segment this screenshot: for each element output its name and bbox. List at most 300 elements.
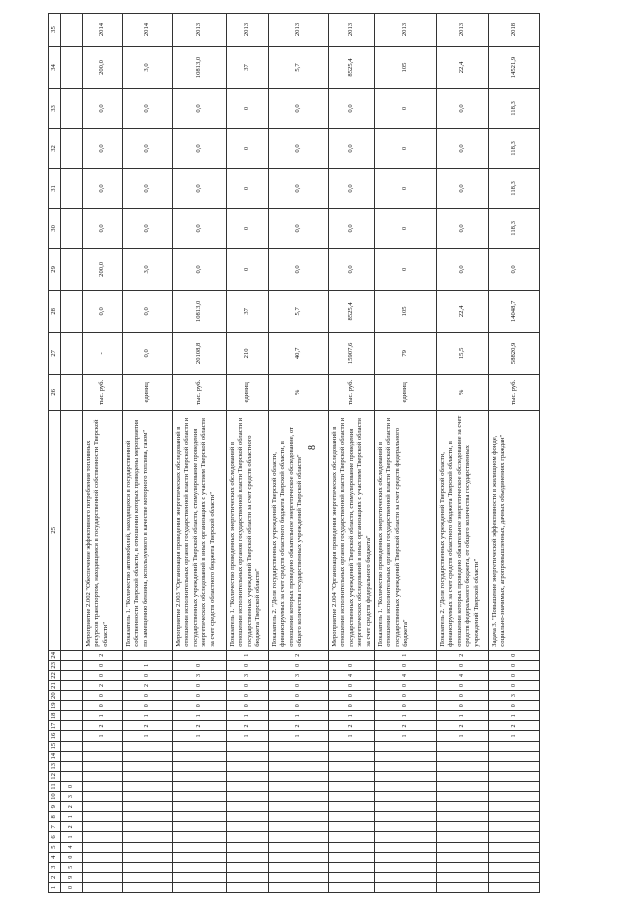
column-number: 14 xyxy=(49,752,60,762)
code-cell xyxy=(329,782,374,792)
code-digit: 1 xyxy=(123,731,172,741)
code-digit: 0 xyxy=(123,691,172,701)
column-number: 30 xyxy=(49,209,60,249)
row-value: 40,7 xyxy=(269,333,328,375)
code-cell xyxy=(83,742,122,752)
code-digit: 0 xyxy=(173,661,226,671)
code-cell xyxy=(123,812,172,822)
code-cell xyxy=(489,863,540,873)
code-cell xyxy=(269,853,328,863)
code-cell xyxy=(269,792,328,802)
code-digit: 0 xyxy=(61,853,82,863)
row-value: 0,0 xyxy=(83,169,122,209)
code-cell xyxy=(489,822,540,832)
code-cell xyxy=(173,883,226,893)
column-number: 27 xyxy=(49,333,60,375)
code-digit: 2 xyxy=(61,822,82,832)
code-cell xyxy=(489,812,540,822)
code-digit: 0 xyxy=(123,701,172,711)
row-unit: тыс. руб. xyxy=(489,375,540,411)
column-number: 9 xyxy=(49,802,60,812)
code-digit: 5 xyxy=(61,863,82,873)
code-digit: 1 xyxy=(61,812,82,822)
code-digit: 1 xyxy=(173,731,226,741)
row-value: 2014 xyxy=(123,13,172,47)
code-digit: 1 xyxy=(123,661,172,671)
row-value: 0,0 xyxy=(83,89,122,129)
code-cell xyxy=(227,782,268,792)
row-value: 22,4 xyxy=(437,47,488,89)
empty-cell xyxy=(61,701,82,711)
row-value: 118,3 xyxy=(489,169,540,209)
code-digit: 2 xyxy=(269,721,328,731)
code-cell xyxy=(437,832,488,842)
code-digit: 2 xyxy=(437,651,488,661)
empty-cell xyxy=(61,169,82,209)
program-table xyxy=(48,13,540,893)
row-value: 0 xyxy=(375,209,436,249)
code-cell xyxy=(269,802,328,812)
row-value: 5,7 xyxy=(269,47,328,89)
code-cell xyxy=(489,782,540,792)
row-value: 0,0 xyxy=(329,169,374,209)
row-value: 0,0 xyxy=(489,249,540,291)
code-digit: 0 xyxy=(437,661,488,671)
code-cell xyxy=(173,651,226,661)
code-cell xyxy=(329,651,374,661)
column-number: 7 xyxy=(49,822,60,832)
row-value: 200,0 xyxy=(83,249,122,291)
row-unit: единиц xyxy=(123,375,172,411)
code-digit: 0 xyxy=(489,651,540,661)
row-value: 0 xyxy=(375,89,436,129)
empty-cell xyxy=(61,681,82,691)
code-digit: 0 xyxy=(173,701,226,711)
row-value: 79 xyxy=(375,333,436,375)
code-cell xyxy=(227,802,268,812)
column-number: 24 xyxy=(49,651,60,661)
table-row xyxy=(122,13,172,893)
code-cell xyxy=(329,762,374,772)
code-digit: 1 xyxy=(227,711,268,721)
code-cell xyxy=(489,873,540,883)
row-value: 0,0 xyxy=(269,89,328,129)
column-number: 6 xyxy=(49,832,60,842)
row-value: 0 xyxy=(227,129,268,169)
code-digit: 1 xyxy=(375,711,436,721)
code-digit: 0 xyxy=(375,691,436,701)
row-value: 10813,0 xyxy=(173,47,226,89)
code-cell xyxy=(329,883,374,893)
code-cell xyxy=(375,752,436,762)
code-digit: 2 xyxy=(375,721,436,731)
code-digit: 0 xyxy=(437,701,488,711)
code-cell xyxy=(437,772,488,782)
code-cell xyxy=(83,883,122,893)
column-number: 19 xyxy=(49,701,60,711)
code-cell xyxy=(227,843,268,853)
code-cell xyxy=(83,792,122,802)
code-digit: 0 xyxy=(61,883,82,893)
code-cell xyxy=(123,832,172,842)
column-number: 32 xyxy=(49,129,60,169)
row-unit: тыс. руб. xyxy=(329,375,374,411)
row-value: 0,0 xyxy=(123,209,172,249)
code-cell xyxy=(123,873,172,883)
row-value: 0,0 xyxy=(329,249,374,291)
code-digit: 2 xyxy=(227,721,268,731)
code-digit: 2 xyxy=(269,651,328,661)
table-row xyxy=(488,13,540,893)
column-number: 13 xyxy=(49,762,60,772)
code-cell xyxy=(83,752,122,762)
column-number: 15 xyxy=(49,742,60,752)
code-digit: 1 xyxy=(329,711,374,721)
code-digit: 4 xyxy=(375,671,436,681)
code-digit: 0 xyxy=(83,701,122,711)
code-cell xyxy=(123,883,172,893)
row-value: 2013 xyxy=(227,13,268,47)
code-digit: 1 xyxy=(489,731,540,741)
row-description: Задача 3. "Повышение энергетической эффективности в жилищном фонде, социально-значимых, агропромышленных, дачных объединениях граждан" xyxy=(489,411,540,651)
code-cell xyxy=(329,772,374,782)
column-number: 2 xyxy=(49,873,60,883)
code-cell xyxy=(329,832,374,842)
code-cell xyxy=(375,832,436,842)
row-value: 0,0 xyxy=(437,209,488,249)
code-digit: 0 xyxy=(269,661,328,671)
code-cell xyxy=(375,843,436,853)
row-description: Показатель 2. "Доля государственных учреждений Тверской области, финансируемых за счет средств областного бюджета Тверской области, в отношении которых проведено обязательное энергетическое обследование за счет средств федерального бюджета, от общего количества государственных учреждений Тверской области" xyxy=(437,411,488,651)
code-digit: 3 xyxy=(61,792,82,802)
code-digit: 1 xyxy=(269,731,328,741)
row-value: 0 xyxy=(227,249,268,291)
code-digit: 0 xyxy=(329,661,374,671)
code-cell xyxy=(123,772,172,782)
code-digit: 4 xyxy=(61,843,82,853)
code-cell xyxy=(83,762,122,772)
column-number: 3 xyxy=(49,863,60,873)
row-value: 0,0 xyxy=(123,89,172,129)
row-value: 0,0 xyxy=(83,129,122,169)
code-cell xyxy=(173,802,226,812)
column-number: 11 xyxy=(49,782,60,792)
empty-cell xyxy=(61,772,82,782)
code-cell xyxy=(437,762,488,772)
code-cell xyxy=(489,853,540,863)
empty-cell xyxy=(61,651,82,661)
row-value: 0,0 xyxy=(173,129,226,169)
column-number: 16 xyxy=(49,731,60,741)
code-cell xyxy=(489,762,540,772)
code-cell xyxy=(173,843,226,853)
code-cell xyxy=(173,762,226,772)
code-digit: 0 xyxy=(269,691,328,701)
code-cell xyxy=(83,843,122,853)
code-cell xyxy=(123,782,172,792)
code-cell xyxy=(329,822,374,832)
code-digit: 3 xyxy=(173,671,226,681)
code-cell xyxy=(489,883,540,893)
column-number: 4 xyxy=(49,853,60,863)
code-cell xyxy=(123,843,172,853)
code-cell xyxy=(123,863,172,873)
empty-cell xyxy=(61,691,82,701)
row-value: 105 xyxy=(375,291,436,333)
code-cell xyxy=(375,822,436,832)
code-digit: 0 xyxy=(61,782,82,792)
row-value: 0,0 xyxy=(269,169,328,209)
column-number: 31 xyxy=(49,169,60,209)
code-cell xyxy=(329,843,374,853)
code-cell xyxy=(173,742,226,752)
row-unit: тыс. руб. xyxy=(83,375,122,411)
code-cell xyxy=(173,752,226,762)
code-cell xyxy=(83,832,122,842)
code-cell xyxy=(437,752,488,762)
code-digit: 4 xyxy=(329,671,374,681)
column-number: 8 xyxy=(49,812,60,822)
code-digit: 1 xyxy=(227,731,268,741)
code-cell xyxy=(83,802,122,812)
code-cell xyxy=(437,853,488,863)
row-value: 0,0 xyxy=(437,169,488,209)
code-cell xyxy=(437,742,488,752)
code-digit: 0 xyxy=(173,681,226,691)
code-digit: 0 xyxy=(227,691,268,701)
code-cell xyxy=(227,772,268,782)
code-cell xyxy=(329,802,374,812)
row-unit: единиц xyxy=(227,375,268,411)
code-cell xyxy=(173,832,226,842)
code-cell xyxy=(83,772,122,782)
column-number: 20 xyxy=(49,691,60,701)
code-cell xyxy=(227,752,268,762)
code-cell xyxy=(489,742,540,752)
code-digit: 2 xyxy=(123,721,172,731)
row-value: 0,0 xyxy=(269,209,328,249)
row-value: 118,3 xyxy=(489,129,540,169)
column-number: 5 xyxy=(49,843,60,853)
table-row xyxy=(172,13,226,893)
code-cell xyxy=(375,863,436,873)
code-cell xyxy=(227,822,268,832)
code-digit: 3 xyxy=(269,671,328,681)
row-value: 0,0 xyxy=(437,129,488,169)
code-digit: 0 xyxy=(83,671,122,681)
code-cell xyxy=(437,812,488,822)
code-cell xyxy=(329,752,374,762)
row-unit: % xyxy=(269,375,328,411)
table-row xyxy=(226,13,268,893)
row-description: Показатель 1. "Количество проведенных энергетических обследований в отношении исполнительных органов государственной власти Тверской области и государственных учреждений Тверской области за счет средств областного бюджета Тверской области" xyxy=(227,411,268,651)
code-cell xyxy=(437,782,488,792)
row-description: Показатель 2. "Доля государственных учреждений Тверской области, финансируемых за счет средств областного бюджета Тверской области, в отношении которых проведено обязательное энергетическое обследование, от общего количества государственных учреждений Тверской области" xyxy=(269,411,328,651)
code-cell xyxy=(173,863,226,873)
code-cell xyxy=(227,762,268,772)
code-cell xyxy=(227,832,268,842)
row-value: 0,0 xyxy=(173,209,226,249)
row-value: 2013 xyxy=(375,13,436,47)
code-cell xyxy=(269,822,328,832)
code-digit: 9 xyxy=(61,873,82,883)
row-value: 0 xyxy=(227,169,268,209)
code-cell xyxy=(437,792,488,802)
code-cell xyxy=(123,742,172,752)
row-value: 0,0 xyxy=(123,291,172,333)
code-digit: 2 xyxy=(83,681,122,691)
code-digit: 2 xyxy=(329,721,374,731)
row-value: 0,0 xyxy=(123,169,172,209)
row-value: 0,0 xyxy=(173,249,226,291)
code-digit: 1 xyxy=(61,832,82,842)
code-cell xyxy=(123,651,172,661)
table-bottom-border xyxy=(539,13,540,893)
row-value: 15,5 xyxy=(437,333,488,375)
code-digit: 0 xyxy=(83,691,122,701)
code-cell xyxy=(227,853,268,863)
row-value: 5,7 xyxy=(269,291,328,333)
table-row xyxy=(328,13,374,893)
code-cell xyxy=(269,832,328,842)
code-digit: 0 xyxy=(83,661,122,671)
code-digit: 1 xyxy=(227,651,268,661)
row-value: 2018 xyxy=(489,13,540,47)
code-cell xyxy=(173,812,226,822)
code-cell xyxy=(269,843,328,853)
code-cell xyxy=(329,873,374,883)
code-digit: 2 xyxy=(123,681,172,691)
row-value: 0,0 xyxy=(329,209,374,249)
empty-cell xyxy=(61,742,82,752)
code-cell xyxy=(269,812,328,822)
code-digit: 0 xyxy=(489,681,540,691)
empty-cell xyxy=(61,129,82,169)
code-cell xyxy=(269,782,328,792)
column-number: 23 xyxy=(49,661,60,671)
code-cell xyxy=(375,812,436,822)
row-value: 118,3 xyxy=(489,89,540,129)
code-cell xyxy=(437,802,488,812)
code-digit: 2 xyxy=(83,651,122,661)
code-cell xyxy=(269,873,328,883)
code-digit: 0 xyxy=(375,661,436,671)
row-unit: единиц xyxy=(375,375,436,411)
code-cell xyxy=(269,772,328,782)
code-cell xyxy=(227,742,268,752)
empty-cell xyxy=(61,762,82,772)
code-cell xyxy=(375,782,436,792)
code-cell xyxy=(173,772,226,782)
row-value: 20108,8 xyxy=(173,333,226,375)
code-cell xyxy=(489,802,540,812)
row-value: 0,0 xyxy=(269,249,328,291)
row-value: 105 xyxy=(375,47,436,89)
code-cell xyxy=(123,853,172,863)
column-number: 17 xyxy=(49,721,60,731)
empty-cell xyxy=(61,661,82,671)
row-value: 8525,4 xyxy=(329,291,374,333)
code-cell xyxy=(269,742,328,752)
code-cell xyxy=(123,792,172,802)
row-value: 2013 xyxy=(437,13,488,47)
code-cell xyxy=(329,792,374,802)
code-cell xyxy=(173,822,226,832)
code-digit: 0 xyxy=(227,661,268,671)
column-number: 29 xyxy=(49,249,60,291)
row-unit: тыс. руб. xyxy=(173,375,226,411)
code-digit: 2 xyxy=(489,721,540,731)
code-digit: 2 xyxy=(173,721,226,731)
row-value: 14521,9 xyxy=(489,47,540,89)
code-digit: 0 xyxy=(437,691,488,701)
code-digit: 0 xyxy=(329,681,374,691)
empty-cell xyxy=(61,411,82,651)
empty-cell xyxy=(61,47,82,89)
code-cell xyxy=(437,843,488,853)
empty-cell xyxy=(61,13,82,47)
row-value: 37 xyxy=(227,291,268,333)
column-number: 1 xyxy=(49,883,60,893)
code-cell xyxy=(489,843,540,853)
empty-cell xyxy=(61,671,82,681)
code-cell xyxy=(437,863,488,873)
empty-cell xyxy=(61,291,82,333)
row-unit: % xyxy=(437,375,488,411)
table-row xyxy=(374,13,436,893)
code-digit: 0 xyxy=(123,671,172,681)
row-value: 0 xyxy=(375,129,436,169)
row-value: 37 xyxy=(227,47,268,89)
column-number: 18 xyxy=(49,711,60,721)
code-cell xyxy=(375,792,436,802)
code-digit: 0 xyxy=(329,691,374,701)
code-cell xyxy=(83,782,122,792)
code-cell xyxy=(83,863,122,873)
column-number: 33 xyxy=(49,89,60,129)
code-cell xyxy=(83,873,122,883)
empty-cell xyxy=(61,752,82,762)
code-cell xyxy=(83,822,122,832)
row-description: Показатель 1. "Количество автомобилей, находящихся в государственной собственности Тверской области, в отношении которых приведены мероприятия по замещению бензина, используемого в качестве моторного топлива, газом" xyxy=(123,411,172,651)
table-row xyxy=(436,13,488,893)
column-number: 21 xyxy=(49,681,60,691)
row-value: 10813,0 xyxy=(173,291,226,333)
code-cell xyxy=(437,873,488,883)
code-cell xyxy=(227,873,268,883)
code-digit: 0 xyxy=(173,691,226,701)
header-row xyxy=(48,13,60,893)
row-value: 0,0 xyxy=(83,209,122,249)
row-value: 14048,7 xyxy=(489,291,540,333)
row-value: 0,0 xyxy=(437,249,488,291)
code-cell xyxy=(83,853,122,863)
row-value: 8525,4 xyxy=(329,47,374,89)
column-number: 10 xyxy=(49,792,60,802)
code-digit: 1 xyxy=(83,731,122,741)
code-cell xyxy=(227,883,268,893)
empty-cell xyxy=(61,731,82,741)
empty-cell xyxy=(61,721,82,731)
code-digit: 1 xyxy=(329,731,374,741)
code-cell xyxy=(83,812,122,822)
row-value: 0 xyxy=(375,169,436,209)
row-value: 0 xyxy=(375,249,436,291)
row-value: 0,0 xyxy=(123,129,172,169)
code-cell xyxy=(269,762,328,772)
column-number: 35 xyxy=(49,13,60,47)
row-description: Показатель 1. "Количество проведенных энергетических обследований в отношении исполнительных органов государственной власти Тверской области и государственных учреждений Тверской области за счет средств федерального бюджета" xyxy=(375,411,436,651)
